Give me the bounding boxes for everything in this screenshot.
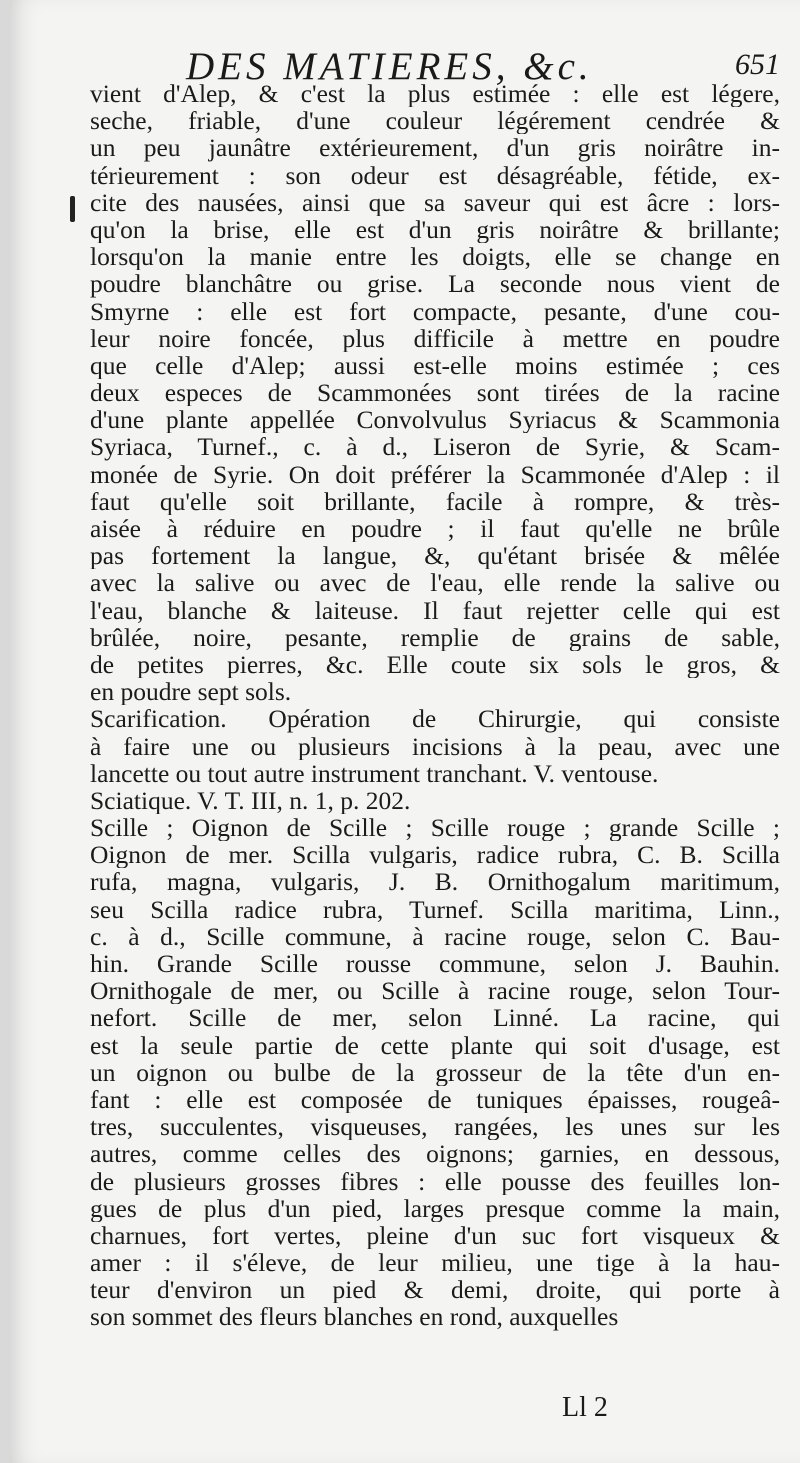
text-line: térieurement : son odeur est désagréable, fétide, ex- [90, 161, 780, 189]
text-line: est la seule partie de cette plante qui soit d'usage, est [90, 1031, 780, 1059]
text-line: l'eau, blanche & laiteuse. Il faut rejetter celle qui est [90, 596, 780, 624]
text-line: Syriaca, Turnef., c. à d., Liseron de Syrie, & Scam- [90, 433, 780, 461]
text-line: d'une plante appellée Convolvulus Syriacus & Scammonia [90, 406, 780, 434]
text-line: un peu jaunâtre extérieurement, d'un gris noirâtre in- [90, 134, 780, 162]
text-line: Scarification. Opération de Chirurgie, qui consiste [90, 705, 780, 733]
text-line: tres, succulentes, visqueuses, rangées, les unes sur les [90, 1113, 780, 1141]
text-line: amer : il s'éleve, de leur milieu, une tige à la hau- [90, 1249, 780, 1277]
text-line: monée de Syrie. On doit préférer la Scammonée d'Alep : il [90, 460, 780, 488]
text-line: charnues, fort vertes, pleine d'un suc fort visqueux & [90, 1221, 780, 1250]
text-body [90, 80, 780, 1331]
text-line: Oignon de mer. Scilla vulgaris, radice rubra, C. B. Scilla [90, 841, 780, 869]
text-line: cite des nausées, ainsi que sa saveur qui est âcre : lors- [90, 188, 780, 216]
text-line: de plusieurs grosses fibres : elle pousse des feuilles lon- [90, 1167, 780, 1195]
text-line: Ornithogale de mer, ou Scille à racine rouge, selon Tour- [90, 977, 780, 1005]
text-line: avec la salive ou avec de l'eau, elle rende la salive ou [90, 569, 780, 597]
ink-mark [70, 196, 75, 222]
page-number: 651 [735, 48, 780, 81]
text-line: deux especes de Scammonées sont tirées de la racine [90, 379, 780, 407]
text-line: c. à d., Scille commune, à racine rouge, selon C. Bau- [90, 922, 780, 950]
text-line: autres, comme celles des oignons; garnies, en dessous, [90, 1140, 780, 1168]
text-line: de petites pierres, &c. Elle coute six sols le gros, & [90, 650, 780, 679]
text-line: nefort. Scille de mer, selon Linné. La racine, qui [90, 1004, 780, 1032]
text-line: que celle d'Alep; aussi est-elle moins estimée ; ces [90, 351, 780, 380]
text-line: rufa, magna, vulgaris, J. B. Ornithogalum maritimum, [90, 868, 780, 896]
text-line: hin. Grande Scille rousse commune, selon J. Bauhin. [90, 950, 780, 978]
running-title: DES MATIERES, &c. [186, 45, 593, 88]
text-line: poudre blanchâtre ou grise. La seconde nous vient de [90, 270, 780, 298]
text-line: Sciatique. V. T. III, n. 1, p. 202. [90, 786, 411, 815]
text-line: lancette ou tout autre instrument tranchant. V. ventouse. [90, 759, 659, 787]
text-line: Scille ; Oignon de Scille ; Scille rouge ; grande Scille ; [90, 814, 780, 842]
text-line: lorsqu'on la manie entre les doigts, elle se change en [90, 243, 780, 271]
book-page [10, 0, 800, 1463]
text-line: seu Scilla radice rubra, Turnef. Scilla maritima, Linn., [90, 895, 780, 923]
text-line: gues de plus d'un pied, larges presque comme la main, [90, 1194, 780, 1222]
text-line: seche, friable, d'une couleur légérement cendrée & [90, 107, 780, 135]
text-line: teur d'environ un pied & demi, droite, qui porte à [90, 1276, 780, 1304]
text-line: leur noire foncée, plus difficile à mettre en poudre [90, 324, 780, 352]
text-line: aisée à réduire en poudre ; il faut qu'elle ne brûle [90, 515, 780, 543]
text-line: Smyrne : elle est fort compacte, pesante, d'une cou- [90, 297, 780, 325]
signature-mark: Ll 2 [562, 1392, 608, 1423]
text-line: pas fortement la langue, &, qu'étant brisée & mêlée [90, 542, 780, 570]
text-line: vient d'Alep, & c'est la plus estimée : elle est légere, [90, 80, 780, 108]
text-line: qu'on la brise, elle est d'un gris noirâtre & brillante; [90, 215, 780, 244]
text-line: à faire une ou plusieurs incisions à la peau, avec une [90, 732, 780, 760]
text-line: fant : elle est composée de tuniques épaisses, rougeâ- [90, 1085, 780, 1114]
text-line: brûlée, noire, pesante, remplie de grains de sable, [90, 623, 780, 651]
text-line: faut qu'elle soit brillante, facile à rompre, & très- [90, 487, 780, 515]
text-line: son sommet des fleurs blanches en rond, auxquelles [90, 1303, 619, 1331]
text-line: un oignon ou bulbe de la grosseur de la tête d'un en- [90, 1058, 780, 1086]
text-line: en poudre sept sols. [90, 678, 292, 706]
